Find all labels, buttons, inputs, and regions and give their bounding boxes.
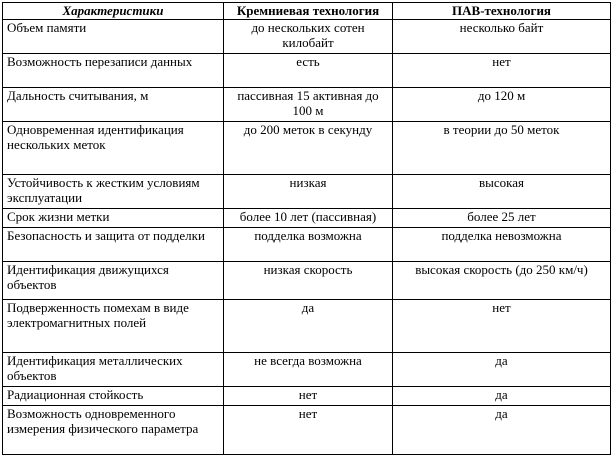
- saw-value: высокая: [393, 175, 611, 209]
- saw-value: высокая скорость (до 250 км/ч): [393, 262, 611, 300]
- saw-value: да: [393, 353, 611, 387]
- saw-value: подделка невозможна: [393, 228, 611, 262]
- row-label: Одновременная идентификация нескольких меток: [3, 122, 224, 175]
- table-row: [3, 54, 611, 88]
- saw-value: несколько байт: [393, 20, 611, 54]
- header-saw: ПАВ-технология: [393, 3, 611, 20]
- table-row: [3, 122, 611, 175]
- saw-value: да: [393, 387, 611, 406]
- row-label: Радиационная стойкость: [3, 387, 224, 406]
- row-label: Дальность считывания, м: [3, 88, 224, 122]
- silicon-value: не всегда возможна: [224, 353, 393, 387]
- table-row: [3, 300, 611, 353]
- silicon-value: низкая: [224, 175, 393, 209]
- table-row: [3, 406, 611, 455]
- silicon-value: до нескольких сотен килобайт: [224, 20, 393, 54]
- saw-value: да: [393, 406, 611, 455]
- row-label: Возможность одновременного измерения физического параметра: [3, 406, 224, 455]
- row-label: Устойчивость к жестким условиям эксплуатации: [3, 175, 224, 209]
- header-row: [3, 3, 611, 20]
- saw-value: до 120 м: [393, 88, 611, 122]
- table-row: [3, 353, 611, 387]
- silicon-value: до 200 меток в секунду: [224, 122, 393, 175]
- table-row: [3, 209, 611, 228]
- silicon-value: есть: [224, 54, 393, 88]
- header-characteristics: Характеристики: [3, 3, 224, 20]
- table-row: [3, 175, 611, 209]
- saw-value: более 25 лет: [393, 209, 611, 228]
- silicon-value: нет: [224, 387, 393, 406]
- header-silicon: Кремниевая технология: [224, 3, 393, 20]
- table-row: [3, 88, 611, 122]
- saw-value: нет: [393, 300, 611, 353]
- silicon-value: пассивная 15 активная до 100 м: [224, 88, 393, 122]
- table-header: [3, 3, 611, 20]
- row-label: Объем памяти: [3, 20, 224, 54]
- row-label: Возможность перезаписи данных: [3, 54, 224, 88]
- row-label: Срок жизни метки: [3, 209, 224, 228]
- silicon-value: нет: [224, 406, 393, 455]
- row-label: Идентификация металлических объектов: [3, 353, 224, 387]
- row-label: Подверженность помехам в виде электромагнитных полей: [3, 300, 224, 353]
- table-row: [3, 262, 611, 300]
- silicon-value: более 10 лет (пассивная): [224, 209, 393, 228]
- saw-value: в теории до 50 меток: [393, 122, 611, 175]
- table-row: [3, 20, 611, 54]
- table-row: [3, 387, 611, 406]
- row-label: Идентификация движущихся объектов: [3, 262, 224, 300]
- silicon-value: подделка возможна: [224, 228, 393, 262]
- silicon-value: низкая скорость: [224, 262, 393, 300]
- comparison-table: [2, 2, 611, 455]
- row-label: Безопасность и защита от подделки: [3, 228, 224, 262]
- saw-value: нет: [393, 54, 611, 88]
- silicon-value: да: [224, 300, 393, 353]
- table-body: [3, 20, 611, 455]
- table-row: [3, 228, 611, 262]
